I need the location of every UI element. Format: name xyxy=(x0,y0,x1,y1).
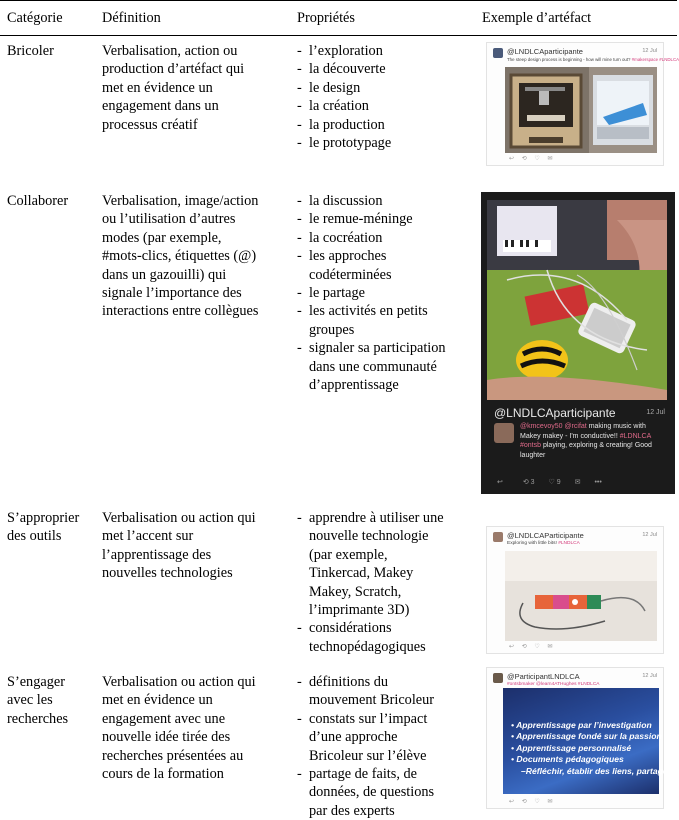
property-item xyxy=(297,765,473,820)
row-definition xyxy=(102,42,290,134)
category-line: avec les xyxy=(7,692,53,709)
property-line: Tinkercad, Makey xyxy=(309,565,414,582)
row-category xyxy=(7,192,95,210)
property-line: - apprendre à utiliser une xyxy=(309,510,444,526)
row-definition xyxy=(102,673,290,783)
property-line: - le design xyxy=(309,79,361,96)
definition-line: engagement avec une xyxy=(102,710,226,727)
definition-line: met en évidence un xyxy=(102,692,213,709)
property-line: - définitions du xyxy=(309,674,389,690)
slide-line: • Documents pédagogiques xyxy=(511,754,624,765)
property-item xyxy=(297,60,473,78)
property-item xyxy=(297,192,473,210)
property-item xyxy=(297,619,473,656)
definition-line: production d’artéfact qui xyxy=(102,61,245,78)
property-line: - considérations xyxy=(309,620,392,637)
tweet-text: #ontsbmaker @learn4ATHughes #LNDLCA xyxy=(507,682,600,687)
property-line: - la production xyxy=(309,116,385,133)
property-item xyxy=(297,247,473,284)
tweet-date: 12 Jul xyxy=(642,532,657,538)
tweet-actions: ↩ ⟲ ♡ ✉ xyxy=(509,799,556,805)
table-top-rule xyxy=(0,0,677,1)
category-line: Bricoler xyxy=(7,43,54,59)
property-line: - l’exploration xyxy=(309,43,383,59)
mail-icon: ✉ xyxy=(574,479,581,486)
definition-line: signale l’importance des xyxy=(102,285,242,302)
property-line: dans une communauté xyxy=(309,358,437,375)
avatar xyxy=(493,532,503,542)
slide-text xyxy=(511,720,671,777)
category-line: S’engager xyxy=(7,674,65,690)
artifact-recherches xyxy=(486,667,671,809)
tweet-date: 12 Jul xyxy=(642,673,657,679)
tweet-date: 12 Jul xyxy=(642,48,657,54)
definition-line: Verbalisation ou action qui xyxy=(102,674,256,690)
row-properties xyxy=(297,509,473,656)
tweet-actions: ↩ ⟲ ♡ ✉ xyxy=(509,644,556,650)
row-definition xyxy=(102,192,290,321)
property-line: - constats sur l’impact xyxy=(309,710,428,727)
property-item xyxy=(297,134,473,152)
property-item xyxy=(297,509,473,619)
row-properties xyxy=(297,42,473,152)
row-properties xyxy=(297,192,473,394)
tweet-handle: @LNDLCAparticipante xyxy=(494,406,616,420)
tweet-photo-makey-makey xyxy=(487,200,667,400)
property-line: par des experts xyxy=(309,802,395,819)
row-properties xyxy=(297,673,473,820)
property-line: - la découverte xyxy=(309,61,386,78)
avatar xyxy=(493,48,503,58)
row-definition xyxy=(102,509,290,583)
like-count: 9 xyxy=(556,479,561,486)
property-item xyxy=(297,116,473,134)
property-item xyxy=(297,210,473,228)
definition-line: dans un gazouilli) qui xyxy=(102,266,227,283)
property-line: (par exemple, xyxy=(309,546,388,563)
tweet-photo-3d-printer xyxy=(505,67,657,153)
property-line: - le prototypage xyxy=(309,135,392,152)
category-line: des outils xyxy=(7,528,62,545)
definition-line: l’apprentissage des xyxy=(102,546,212,563)
definition-line: engagement dans un xyxy=(102,98,219,115)
property-line: technopédagogiques xyxy=(309,638,426,655)
like-icon: ♡ xyxy=(548,479,555,486)
definition-line: met en évidence un xyxy=(102,79,213,96)
tweet-photo-slide xyxy=(503,688,671,794)
definition-line: nouvelle idée tirée des xyxy=(102,729,231,746)
property-line: d’une approche xyxy=(309,729,398,746)
definition-line: Verbalisation, action ou xyxy=(102,43,238,59)
property-line: Bricoleur sur l’élève xyxy=(309,747,427,764)
property-line: mouvement Bricoleur xyxy=(309,692,435,709)
category-line: S’approprier xyxy=(7,510,80,526)
definition-line: modes (par exemple, xyxy=(102,229,222,246)
definition-line: interactions entre collègues xyxy=(102,303,259,320)
property-line: Makey, Scratch, xyxy=(309,583,402,600)
definition-line: ou l’utilisation d’autres xyxy=(102,211,236,228)
artifact-outils xyxy=(486,526,664,654)
property-item xyxy=(297,339,473,394)
tweet-handle: @ParticipantLNDLCA xyxy=(507,672,580,681)
property-line: - la discussion xyxy=(309,193,383,209)
tweet-date: 12 Jul xyxy=(646,409,665,416)
slide-line: • Apprentissage personnalisé xyxy=(511,742,632,753)
definition-line: #mots-clics, étiquettes (@) xyxy=(102,248,257,265)
retweet-count: 3 xyxy=(530,479,535,486)
tweet-handle: @LNDLCAparticipante xyxy=(507,47,583,56)
category-line: Collaborer xyxy=(7,193,69,209)
property-line: - le remue-méninge xyxy=(309,211,413,228)
definition-line: cours de la formation xyxy=(102,766,224,783)
property-item xyxy=(297,673,473,710)
tweet-handle: @LNDLCAParticipante xyxy=(507,531,584,540)
property-line: - la création xyxy=(309,98,369,115)
more-icon: ••• xyxy=(594,479,602,486)
artifact-collaborer xyxy=(481,192,675,494)
slide-line: • Apprentissage par l’investigation xyxy=(511,720,652,730)
property-item xyxy=(297,229,473,247)
property-item xyxy=(297,284,473,302)
artifact-bricoler xyxy=(486,42,679,166)
table-header-rule xyxy=(0,35,677,36)
definition-line: recherches présentées au xyxy=(102,747,244,764)
header-artifact: Exemple d’artéfact xyxy=(482,10,592,26)
property-line: d’apprentissage xyxy=(309,377,399,394)
property-line: - les approches xyxy=(309,248,387,265)
property-line: - la cocréation xyxy=(309,229,383,246)
tweet-text: @kmcevoy50 @rcifat making music with Makey makey - I'm conductive!! #LDNLCA #ontsb playing, exploring & creating! Good laughter xyxy=(520,423,652,459)
property-line: données, de questions xyxy=(309,784,435,801)
property-item xyxy=(297,97,473,115)
definition-line: Verbalisation ou action qui xyxy=(102,510,256,526)
property-item xyxy=(297,42,473,60)
tweet-text: The steep design process is beginning - how will mine turn out? #makerspace #LNDLCA xyxy=(507,57,679,62)
property-line: - les activités en petits xyxy=(309,303,428,320)
property-line: - le partage xyxy=(309,285,365,302)
avatar xyxy=(493,673,503,683)
header-definition: Définition xyxy=(102,10,161,26)
slide-line: • Apprentissage fondé sur la passion xyxy=(511,731,662,742)
definition-line: Verbalisation, image/action xyxy=(102,193,259,209)
definition-line: met l’accent sur xyxy=(102,528,194,545)
property-line: - partage de faits, de xyxy=(309,766,417,783)
tweet-actions: ↩ ⟲ ♡ ✉ xyxy=(509,156,556,162)
property-line: codéterminées xyxy=(309,266,392,283)
definition-line: processus créatif xyxy=(102,116,198,133)
property-item xyxy=(297,710,473,765)
tweet-actions xyxy=(497,478,602,486)
header-category: Catégorie xyxy=(7,10,63,26)
retweet-icon: ⟲ xyxy=(522,479,529,486)
tweet-photo-littlebits xyxy=(505,551,657,641)
category-line: recherches xyxy=(7,710,69,727)
property-line: - signaler sa participation xyxy=(309,340,446,357)
definition-line: nouvelles technologies xyxy=(102,565,233,582)
row-category xyxy=(7,509,95,546)
header-properties: Propriétés xyxy=(297,10,355,26)
property-line: groupes xyxy=(309,321,355,338)
property-line: l’imprimante 3D) xyxy=(309,602,410,619)
reply-icon: ↩ xyxy=(497,479,503,486)
property-item xyxy=(297,79,473,97)
avatar xyxy=(494,423,514,443)
property-item xyxy=(297,302,473,339)
row-category xyxy=(7,673,95,728)
row-category xyxy=(7,42,95,60)
slide-line: –Réfléchir, établir des liens, partager xyxy=(521,765,671,776)
property-line: nouvelle technologie xyxy=(309,528,429,545)
tweet-text: Exploring with little bits! #LNDLCA xyxy=(507,541,580,546)
